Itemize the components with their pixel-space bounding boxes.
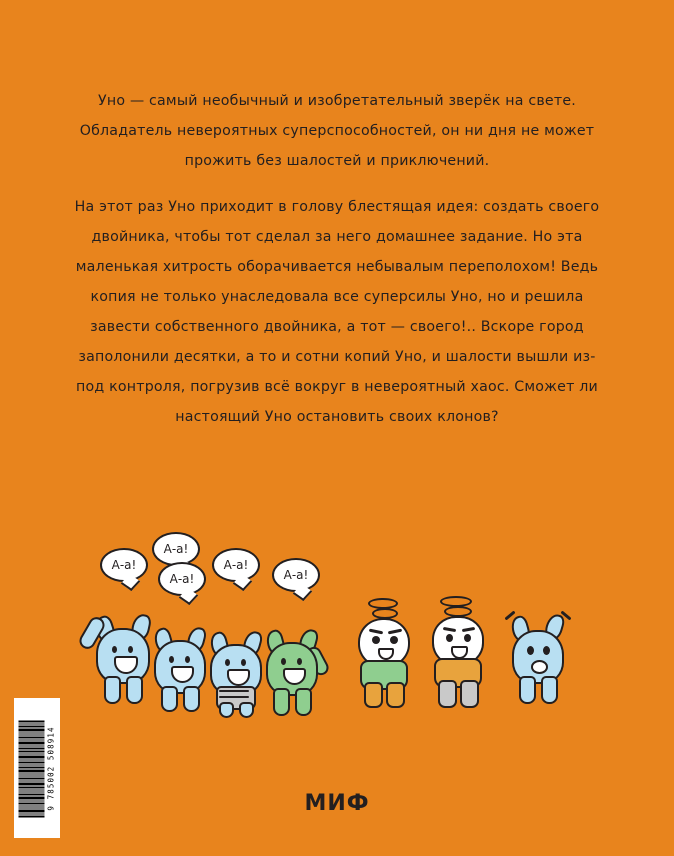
clone-character (150, 622, 212, 712)
clone-character-green (262, 624, 324, 716)
speech-bubble-label: А-а! (169, 572, 195, 586)
panda-character (350, 600, 420, 710)
speech-bubble (212, 548, 260, 582)
speech-bubble (158, 562, 206, 596)
fox-character (424, 598, 496, 710)
speech-bubble-label: А-а! (111, 558, 137, 572)
blurb-paragraph-1: Уно — самый необычный и изобретательный зверёк на свете. Обладатель невероятных суперспособностей, он ни дня не может прожить без шалостей и приключений. (79, 93, 595, 169)
speech-bubble-tail (233, 574, 253, 591)
cover-illustration (0, 490, 674, 740)
speech-bubble-label: А-а! (163, 542, 189, 556)
speech-bubble (272, 558, 320, 592)
speech-bubble (152, 532, 200, 566)
barcode-number: 9 785002 508914 (46, 725, 56, 811)
speech-bubble-label: А-а! (283, 568, 309, 582)
speech-bubble (100, 548, 148, 582)
clone-character (206, 626, 268, 716)
publisher-logo: МИФ (304, 791, 370, 816)
clone-character (92, 610, 154, 706)
speech-bubble-label: А-а! (223, 558, 249, 572)
speech-bubble-tail (293, 584, 313, 601)
clone-character (506, 608, 572, 708)
speech-bubble-tail (179, 588, 199, 605)
blurb-text (72, 86, 602, 432)
barcode (14, 698, 60, 838)
blurb-paragraph-2: На этот раз Уно приходит в голову блестящая идея: создать своего двойника, чтобы тот сделал за него домашнее задание. Но эта маленькая хитрость оборачивается небывалым переполохом! Ведь копия не только унаследовала все суперсилы Уно, но и решила завести собственного двойника, а тот — своего!.. Вскоре город заполонили десятки, а то и сотни копий Уно, и шалости вышли из-под контроля, погрузив всё вокруг в невероятный хаос. Сможет ли настоящий Уно остановить своих клонов? (74, 199, 600, 425)
speech-bubble-tail (121, 574, 141, 591)
